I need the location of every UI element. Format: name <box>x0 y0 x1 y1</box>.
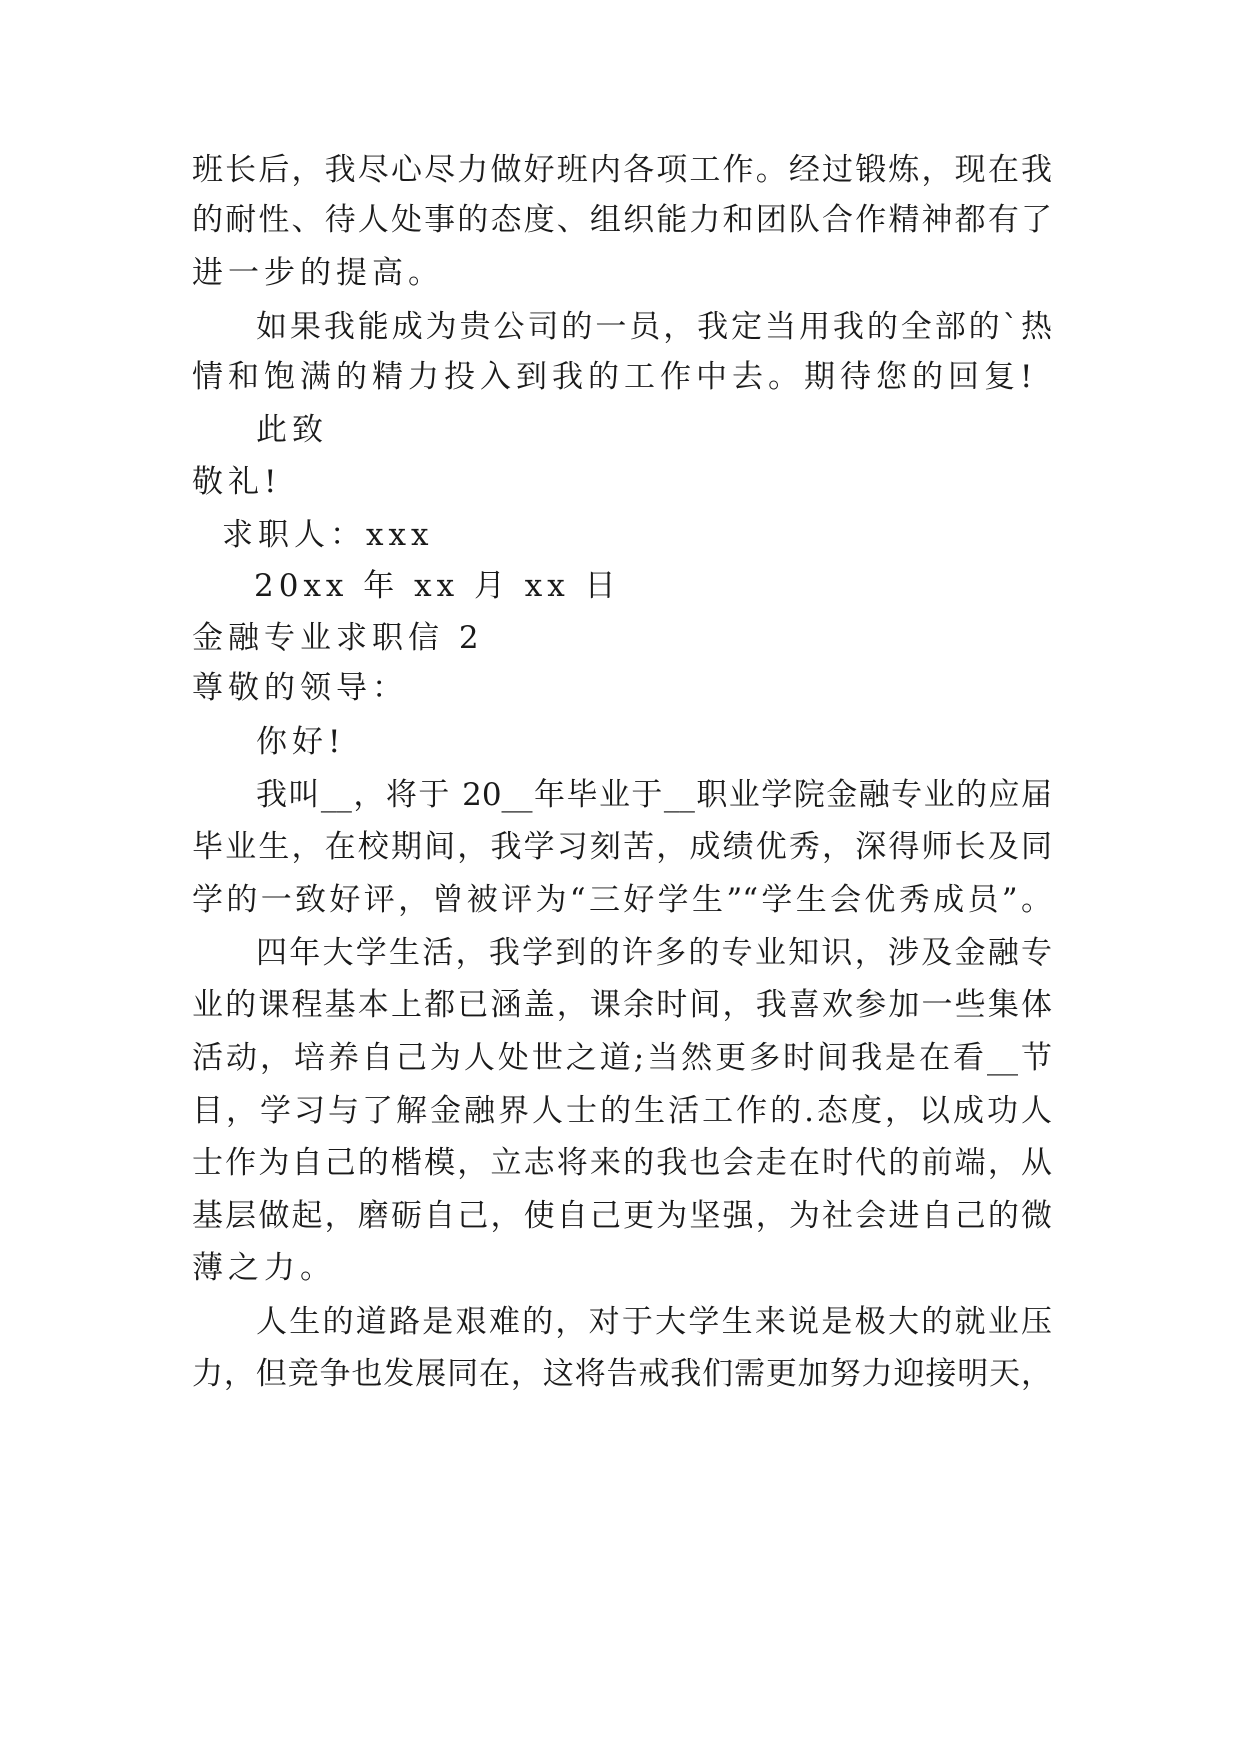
closing-regards: 敬礼! <box>192 464 282 500</box>
closing-salutation: 此致 <box>256 412 328 448</box>
paragraph-line: 力，但竞争也发展同在，这将告戒我们需更加努力迎接明天， <box>192 1356 1052 1392</box>
paragraph-line: 业的课程基本上都已涵盖，课余时间，我喜欢参加一些集体 <box>192 987 1052 1023</box>
paragraph-line: 基层做起，磨砺自己，使自己更为坚强，为社会进自己的微 <box>192 1198 1052 1234</box>
paragraph-line: 班长后，我尽心尽力做好班内各项工作。经过锻炼，现在我 <box>192 152 1052 188</box>
paragraph-line: 人生的道路是艰难的，对于大学生来说是极大的就业压 <box>256 1304 1052 1340</box>
paragraph-line: 士作为自己的楷模，立志将来的我也会走在时代的前端，从 <box>192 1145 1052 1181</box>
paragraph-line: 情和饱满的精力投入到我的工作中去。期待您的回复! <box>192 359 1038 395</box>
date-line: 20xx 年 xx 月 xx 日 <box>254 568 621 604</box>
paragraph-line: 毕业生，在校期间，我学习刻苦，成绩优秀，深得师长及同 <box>192 829 1052 865</box>
paragraph-line: 四年大学生活，我学到的许多的专业知识，涉及金融专 <box>256 935 1052 971</box>
section-title: 金融专业求职信 2 <box>192 620 484 656</box>
greeting: 尊敬的领导： <box>192 670 408 706</box>
paragraph-line: 我叫__，将于 20__年毕业于__职业学院金融专业的应届 <box>256 777 1052 813</box>
paragraph-line: 的耐性、待人处事的态度、组织能力和团队合作精神都有了 <box>192 202 1052 238</box>
paragraph-line: 薄之力。 <box>192 1250 336 1286</box>
paragraph-line: 进一步的提高。 <box>192 255 444 291</box>
greeting-hello: 你好! <box>256 724 346 760</box>
paragraph-line: 活动，培养自己为人处世之道;当然更多时间我是在看__节 <box>192 1040 1052 1076</box>
paragraph-line: 目，学习与了解金融界人士的生活工作的.态度，以成功人 <box>192 1093 1052 1129</box>
paragraph-line: 如果我能成为贵公司的一员，我定当用我的全部的`热 <box>256 309 1052 345</box>
signature-line: 求职人：xxx <box>222 517 434 553</box>
paragraph-line: 学的一致好评，曾被评为“三好学生”“学生会优秀成员”。 <box>192 882 1052 918</box>
